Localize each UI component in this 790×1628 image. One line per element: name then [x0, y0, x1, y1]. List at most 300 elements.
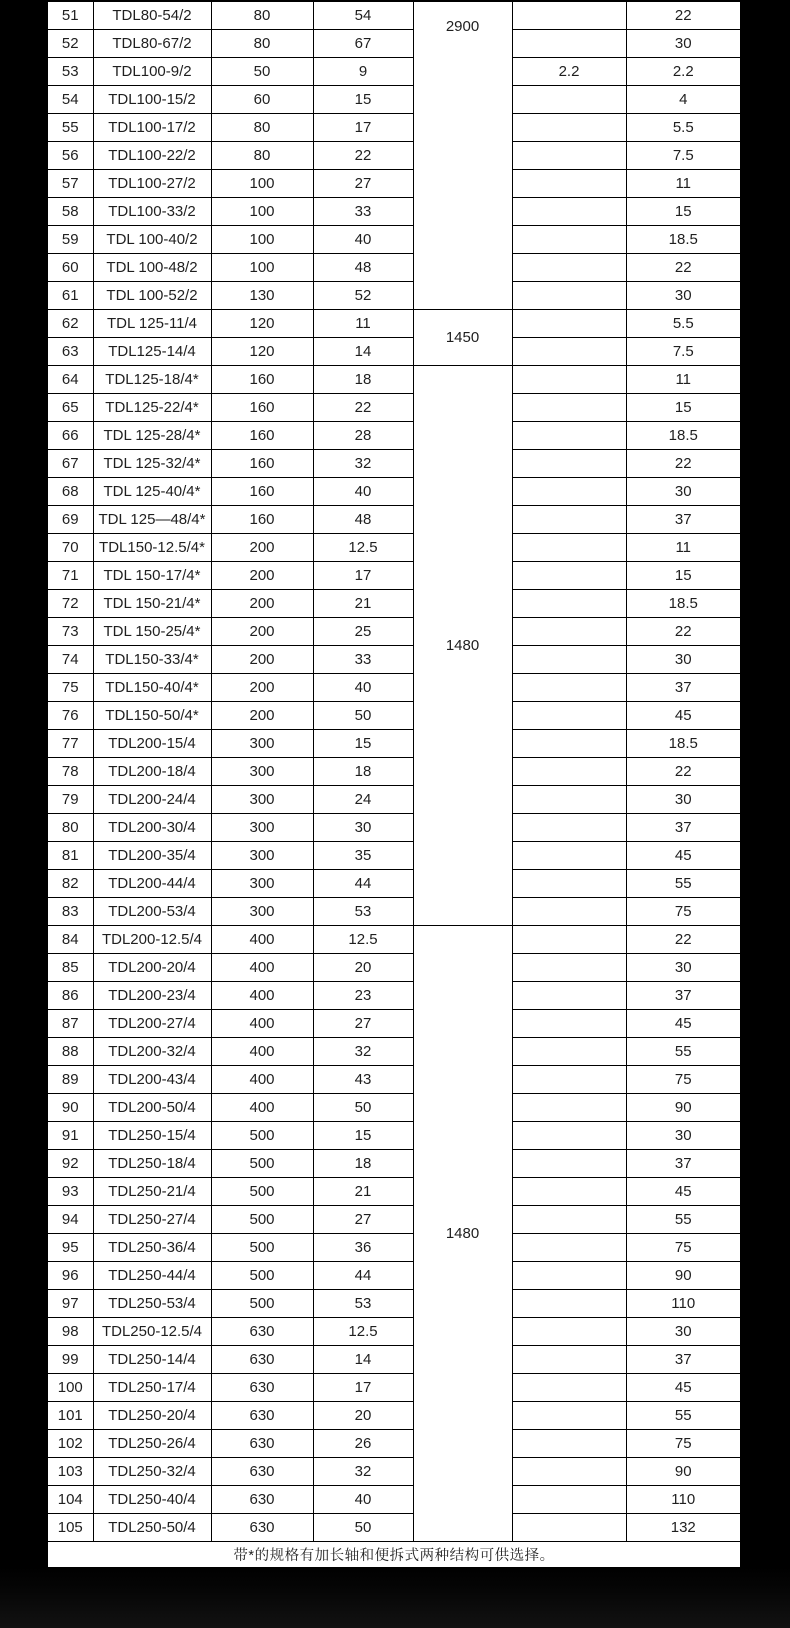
model-cell: TDL100-15/2 [93, 85, 211, 113]
model-cell: TDL200-44/4 [93, 869, 211, 897]
power-cell: 55 [626, 869, 741, 897]
flow-cell: 300 [211, 869, 313, 897]
model-cell: TDL250-14/4 [93, 1345, 211, 1373]
flow-cell: 400 [211, 925, 313, 953]
row-number-cell: 83 [47, 897, 93, 925]
table-row [47, 1, 741, 29]
head-cell: 43 [313, 1065, 413, 1093]
table-row [47, 589, 741, 617]
flow-cell: 630 [211, 1317, 313, 1345]
speed-cell: 1450 [413, 309, 512, 365]
table-row [47, 1317, 741, 1345]
table-row [47, 505, 741, 533]
flow-cell: 200 [211, 617, 313, 645]
row-number-cell: 52 [47, 29, 93, 57]
power-cell: 45 [626, 841, 741, 869]
extra-cell [512, 421, 626, 449]
flow-cell: 80 [211, 141, 313, 169]
extra-cell [512, 1037, 626, 1065]
power-cell: 75 [626, 1429, 741, 1457]
flow-cell: 300 [211, 729, 313, 757]
table-row [47, 1401, 741, 1429]
power-cell: 18.5 [626, 225, 741, 253]
table-row [47, 561, 741, 589]
head-cell: 53 [313, 1289, 413, 1317]
head-cell: 12.5 [313, 925, 413, 953]
head-cell: 54 [313, 1, 413, 29]
flow-cell: 630 [211, 1485, 313, 1513]
head-cell: 28 [313, 421, 413, 449]
head-cell: 18 [313, 757, 413, 785]
model-cell: TDL 150-17/4* [93, 561, 211, 589]
flow-cell: 160 [211, 505, 313, 533]
extra-cell [512, 1429, 626, 1457]
row-number-cell: 86 [47, 981, 93, 1009]
head-cell: 20 [313, 953, 413, 981]
pump-spec-table [46, 0, 742, 1570]
power-cell: 55 [626, 1401, 741, 1429]
flow-cell: 500 [211, 1205, 313, 1233]
extra-cell [512, 29, 626, 57]
power-cell: 30 [626, 645, 741, 673]
row-number-cell: 78 [47, 757, 93, 785]
power-cell: 37 [626, 673, 741, 701]
extra-cell [512, 309, 626, 337]
table-row [47, 113, 741, 141]
table-row [47, 449, 741, 477]
power-cell: 30 [626, 29, 741, 57]
extra-cell [512, 1401, 626, 1429]
row-number-cell: 90 [47, 1093, 93, 1121]
power-cell: 22 [626, 757, 741, 785]
table-row [47, 365, 741, 393]
table-row [47, 925, 741, 953]
model-cell: TDL150-33/4* [93, 645, 211, 673]
head-cell: 44 [313, 869, 413, 897]
row-number-cell: 80 [47, 813, 93, 841]
power-cell: 45 [626, 1373, 741, 1401]
extra-cell [512, 141, 626, 169]
table-row [47, 281, 741, 309]
row-number-cell: 63 [47, 337, 93, 365]
extra-cell [512, 337, 626, 365]
head-cell: 53 [313, 897, 413, 925]
head-cell: 12.5 [313, 1317, 413, 1345]
extra-cell [512, 1093, 626, 1121]
power-cell: 22 [626, 925, 741, 953]
table-row [47, 141, 741, 169]
head-cell: 32 [313, 1037, 413, 1065]
head-cell: 33 [313, 645, 413, 673]
flow-cell: 200 [211, 673, 313, 701]
flow-cell: 400 [211, 953, 313, 981]
flow-cell: 300 [211, 841, 313, 869]
power-cell: 37 [626, 505, 741, 533]
table-footer [47, 1541, 741, 1569]
extra-cell [512, 1457, 626, 1485]
flow-cell: 100 [211, 225, 313, 253]
model-cell: TDL125-22/4* [93, 393, 211, 421]
flow-cell: 80 [211, 113, 313, 141]
model-cell: TDL200-43/4 [93, 1065, 211, 1093]
model-cell: TDL200-15/4 [93, 729, 211, 757]
extra-cell [512, 1233, 626, 1261]
head-cell: 17 [313, 561, 413, 589]
power-cell: 15 [626, 393, 741, 421]
table-row [47, 1261, 741, 1289]
table-row [47, 953, 741, 981]
extra-cell [512, 701, 626, 729]
power-cell: 22 [626, 617, 741, 645]
row-number-cell: 68 [47, 477, 93, 505]
power-cell: 18.5 [626, 421, 741, 449]
model-cell: TDL200-12.5/4 [93, 925, 211, 953]
table-row [47, 393, 741, 421]
head-cell: 17 [313, 1373, 413, 1401]
row-number-cell: 69 [47, 505, 93, 533]
model-cell: TDL125-14/4 [93, 337, 211, 365]
power-cell: 37 [626, 1345, 741, 1373]
flow-cell: 300 [211, 757, 313, 785]
row-number-cell: 93 [47, 1177, 93, 1205]
head-cell: 24 [313, 785, 413, 813]
power-cell: 30 [626, 953, 741, 981]
power-cell: 15 [626, 197, 741, 225]
head-cell: 18 [313, 1149, 413, 1177]
model-cell: TDL250-17/4 [93, 1373, 211, 1401]
model-cell: TDL 125-28/4* [93, 421, 211, 449]
head-cell: 12.5 [313, 533, 413, 561]
head-cell: 18 [313, 365, 413, 393]
row-number-cell: 64 [47, 365, 93, 393]
extra-cell [512, 897, 626, 925]
flow-cell: 100 [211, 169, 313, 197]
model-cell: TDL250-12.5/4 [93, 1317, 211, 1345]
head-cell: 27 [313, 1009, 413, 1037]
extra-cell [512, 1513, 626, 1541]
power-cell: 90 [626, 1261, 741, 1289]
flow-cell: 400 [211, 1037, 313, 1065]
power-cell: 37 [626, 813, 741, 841]
head-cell: 11 [313, 309, 413, 337]
table-row [47, 1429, 741, 1457]
speed-cell: 2900 [413, 1, 512, 309]
flow-cell: 500 [211, 1177, 313, 1205]
row-number-cell: 70 [47, 533, 93, 561]
power-cell: 37 [626, 981, 741, 1009]
row-number-cell: 101 [47, 1401, 93, 1429]
table-row [47, 1009, 741, 1037]
extra-cell [512, 981, 626, 1009]
head-cell: 14 [313, 337, 413, 365]
extra-cell [512, 505, 626, 533]
model-cell: TDL250-53/4 [93, 1289, 211, 1317]
flow-cell: 160 [211, 477, 313, 505]
model-cell: TDL100-9/2 [93, 57, 211, 85]
table-row [47, 785, 741, 813]
head-cell: 14 [313, 1345, 413, 1373]
model-cell: TDL250-18/4 [93, 1149, 211, 1177]
extra-cell [512, 673, 626, 701]
row-number-cell: 73 [47, 617, 93, 645]
model-cell: TDL200-27/4 [93, 1009, 211, 1037]
head-cell: 20 [313, 1401, 413, 1429]
flow-cell: 160 [211, 365, 313, 393]
table-row [47, 197, 741, 225]
row-number-cell: 51 [47, 1, 93, 29]
extra-cell [512, 813, 626, 841]
model-cell: TDL250-50/4 [93, 1513, 211, 1541]
flow-cell: 630 [211, 1401, 313, 1429]
table-row [47, 169, 741, 197]
flow-cell: 130 [211, 281, 313, 309]
model-cell: TDL 100-52/2 [93, 281, 211, 309]
extra-cell [512, 1261, 626, 1289]
power-cell: 30 [626, 281, 741, 309]
model-cell: TDL200-32/4 [93, 1037, 211, 1065]
power-cell: 75 [626, 1233, 741, 1261]
model-cell: TDL 100-48/2 [93, 253, 211, 281]
row-number-cell: 67 [47, 449, 93, 477]
power-cell: 45 [626, 701, 741, 729]
model-cell: TDL150-40/4* [93, 673, 211, 701]
model-cell: TDL100-22/2 [93, 141, 211, 169]
flow-cell: 630 [211, 1457, 313, 1485]
row-number-cell: 94 [47, 1205, 93, 1233]
row-number-cell: 88 [47, 1037, 93, 1065]
flow-cell: 500 [211, 1289, 313, 1317]
model-cell: TDL150-50/4* [93, 701, 211, 729]
row-number-cell: 98 [47, 1317, 93, 1345]
flow-cell: 200 [211, 645, 313, 673]
head-cell: 22 [313, 141, 413, 169]
power-cell: 22 [626, 449, 741, 477]
note-row [47, 1541, 741, 1569]
head-cell: 44 [313, 1261, 413, 1289]
flow-cell: 160 [211, 421, 313, 449]
row-number-cell: 60 [47, 253, 93, 281]
table-row [47, 1457, 741, 1485]
row-number-cell: 65 [47, 393, 93, 421]
flow-cell: 160 [211, 449, 313, 477]
head-cell: 40 [313, 1485, 413, 1513]
power-cell: 18.5 [626, 729, 741, 757]
power-cell: 22 [626, 1, 741, 29]
speed-cell: 1480 [413, 365, 512, 925]
extra-cell [512, 841, 626, 869]
row-number-cell: 95 [47, 1233, 93, 1261]
head-cell: 67 [313, 29, 413, 57]
extra-cell [512, 1289, 626, 1317]
flow-cell: 630 [211, 1373, 313, 1401]
flow-cell: 200 [211, 701, 313, 729]
row-number-cell: 97 [47, 1289, 93, 1317]
power-cell: 55 [626, 1205, 741, 1233]
extra-cell [512, 169, 626, 197]
head-cell: 26 [313, 1429, 413, 1457]
head-cell: 17 [313, 113, 413, 141]
model-cell: TDL250-26/4 [93, 1429, 211, 1457]
head-cell: 32 [313, 449, 413, 477]
row-number-cell: 82 [47, 869, 93, 897]
table-row [47, 1121, 741, 1149]
power-cell: 2.2 [626, 57, 741, 85]
model-cell: TDL200-50/4 [93, 1093, 211, 1121]
table-row [47, 1205, 741, 1233]
power-cell: 11 [626, 533, 741, 561]
table-row [47, 29, 741, 57]
table-row [47, 1065, 741, 1093]
model-cell: TDL100-27/2 [93, 169, 211, 197]
table-row [47, 645, 741, 673]
power-cell: 30 [626, 477, 741, 505]
power-cell: 30 [626, 1317, 741, 1345]
extra-cell [512, 393, 626, 421]
table-row [47, 757, 741, 785]
model-cell: TDL200-20/4 [93, 953, 211, 981]
head-cell: 50 [313, 1513, 413, 1541]
row-number-cell: 96 [47, 1261, 93, 1289]
flow-cell: 400 [211, 1065, 313, 1093]
table-row [47, 477, 741, 505]
row-number-cell: 59 [47, 225, 93, 253]
row-number-cell: 77 [47, 729, 93, 757]
flow-cell: 120 [211, 337, 313, 365]
power-cell: 37 [626, 1149, 741, 1177]
head-cell: 40 [313, 673, 413, 701]
power-cell: 30 [626, 1121, 741, 1149]
extra-cell [512, 617, 626, 645]
flow-cell: 630 [211, 1345, 313, 1373]
power-cell: 7.5 [626, 141, 741, 169]
extra-cell [512, 757, 626, 785]
power-cell: 5.5 [626, 113, 741, 141]
table-row [47, 701, 741, 729]
extra-cell: 2.2 [512, 57, 626, 85]
flow-cell: 100 [211, 197, 313, 225]
head-cell: 36 [313, 1233, 413, 1261]
table-row [47, 1233, 741, 1261]
flow-cell: 400 [211, 981, 313, 1009]
power-cell: 22 [626, 253, 741, 281]
extra-cell [512, 785, 626, 813]
extra-cell [512, 1485, 626, 1513]
row-number-cell: 100 [47, 1373, 93, 1401]
flow-cell: 300 [211, 813, 313, 841]
extra-cell [512, 1149, 626, 1177]
row-number-cell: 91 [47, 1121, 93, 1149]
table-row [47, 729, 741, 757]
flow-cell: 80 [211, 29, 313, 57]
power-cell: 90 [626, 1457, 741, 1485]
row-number-cell: 56 [47, 141, 93, 169]
head-cell: 15 [313, 85, 413, 113]
model-cell: TDL 125—48/4* [93, 505, 211, 533]
row-number-cell: 72 [47, 589, 93, 617]
head-cell: 48 [313, 505, 413, 533]
flow-cell: 100 [211, 253, 313, 281]
extra-cell [512, 477, 626, 505]
power-cell: 18.5 [626, 589, 741, 617]
extra-cell [512, 1205, 626, 1233]
head-cell: 32 [313, 1457, 413, 1485]
table-row [47, 673, 741, 701]
table-row [47, 1513, 741, 1541]
extra-cell [512, 253, 626, 281]
extra-cell [512, 561, 626, 589]
table-row [47, 1373, 741, 1401]
row-number-cell: 103 [47, 1457, 93, 1485]
flow-cell: 400 [211, 1009, 313, 1037]
model-cell: TDL100-33/2 [93, 197, 211, 225]
row-number-cell: 102 [47, 1429, 93, 1457]
row-number-cell: 57 [47, 169, 93, 197]
flow-cell: 50 [211, 57, 313, 85]
table-row [47, 225, 741, 253]
extra-cell [512, 645, 626, 673]
flow-cell: 160 [211, 393, 313, 421]
model-cell: TDL80-67/2 [93, 29, 211, 57]
power-cell: 7.5 [626, 337, 741, 365]
extra-cell [512, 113, 626, 141]
model-cell: TDL 125-32/4* [93, 449, 211, 477]
model-cell: TDL 100-40/2 [93, 225, 211, 253]
model-cell: TDL200-30/4 [93, 813, 211, 841]
flow-cell: 60 [211, 85, 313, 113]
head-cell: 21 [313, 1177, 413, 1205]
table-row [47, 1149, 741, 1177]
head-cell: 30 [313, 813, 413, 841]
flow-cell: 500 [211, 1121, 313, 1149]
table-body [47, 1, 741, 1541]
table-row [47, 309, 741, 337]
extra-cell [512, 1177, 626, 1205]
model-cell: TDL125-18/4* [93, 365, 211, 393]
table-row [47, 981, 741, 1009]
row-number-cell: 58 [47, 197, 93, 225]
row-number-cell: 81 [47, 841, 93, 869]
extra-cell [512, 1317, 626, 1345]
extra-cell [512, 365, 626, 393]
flow-cell: 630 [211, 1429, 313, 1457]
head-cell: 33 [313, 197, 413, 225]
table-row [47, 1485, 741, 1513]
model-cell: TDL 125-11/4 [93, 309, 211, 337]
extra-cell [512, 729, 626, 757]
speed-cell: 1480 [413, 925, 512, 1541]
table-row [47, 57, 741, 85]
flow-cell: 300 [211, 897, 313, 925]
model-cell: TDL250-15/4 [93, 1121, 211, 1149]
head-cell: 50 [313, 701, 413, 729]
model-cell: TDL200-18/4 [93, 757, 211, 785]
extra-cell [512, 533, 626, 561]
model-cell: TDL250-21/4 [93, 1177, 211, 1205]
table-row [47, 533, 741, 561]
head-cell: 48 [313, 253, 413, 281]
extra-cell [512, 869, 626, 897]
row-number-cell: 76 [47, 701, 93, 729]
row-number-cell: 61 [47, 281, 93, 309]
table-row [47, 841, 741, 869]
flow-cell: 500 [211, 1261, 313, 1289]
power-cell: 11 [626, 365, 741, 393]
row-number-cell: 62 [47, 309, 93, 337]
row-number-cell: 92 [47, 1149, 93, 1177]
extra-cell [512, 589, 626, 617]
table-row [47, 1289, 741, 1317]
table-row [47, 1093, 741, 1121]
